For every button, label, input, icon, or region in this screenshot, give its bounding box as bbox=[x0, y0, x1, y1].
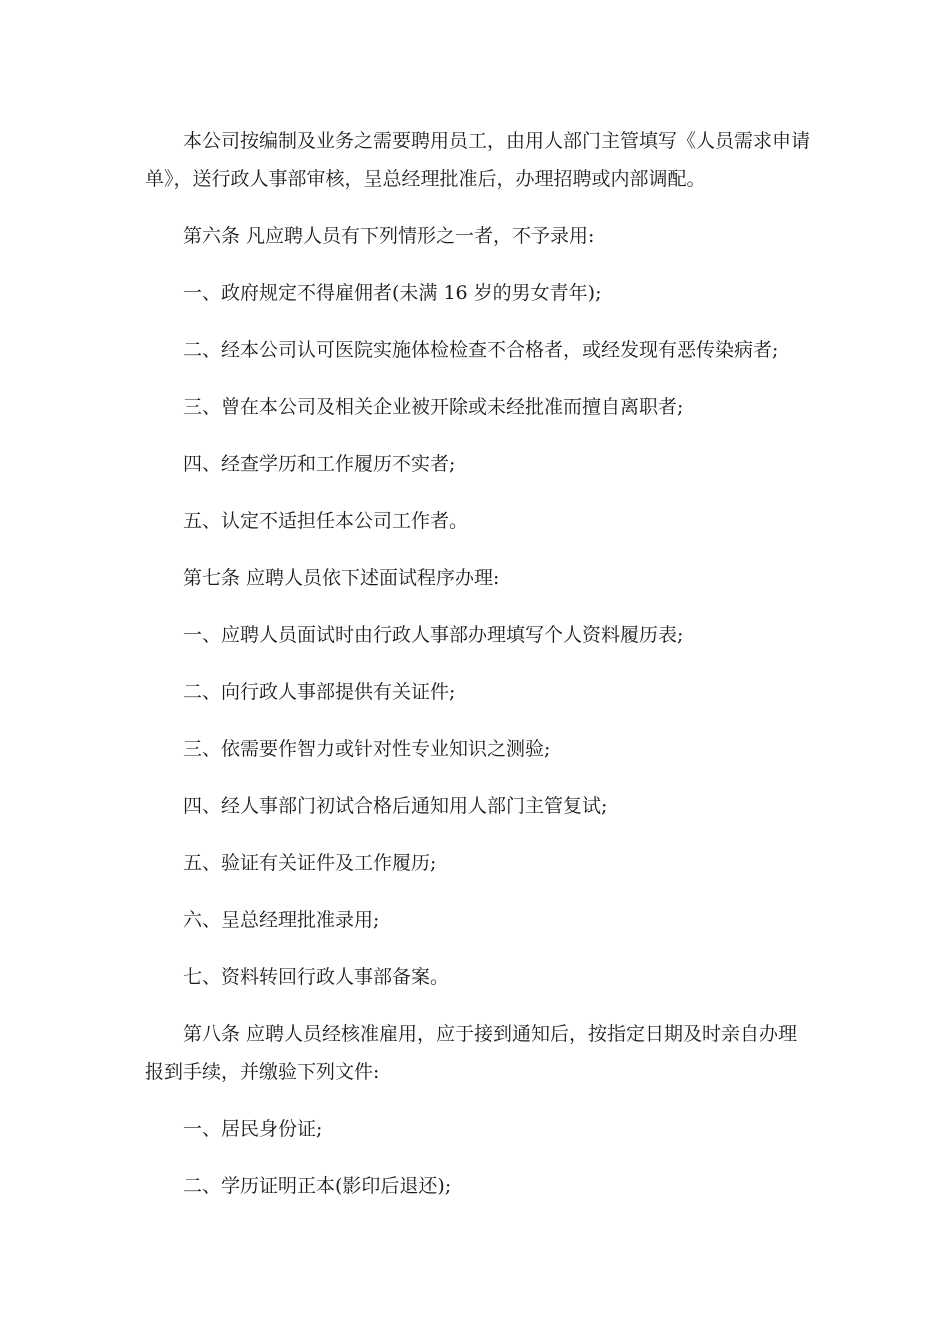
paragraph-item: 五、认定不适担任本公司工作者。 bbox=[183, 510, 469, 532]
document-body bbox=[145, 122, 810, 1224]
paragraph-item: 一、应聘人员面试时由行政人事部办理填写个人资料履历表; bbox=[183, 624, 684, 646]
paragraph-article-6: 第六条 凡应聘人员有下列情形之一者，不予录用: bbox=[183, 225, 595, 247]
paragraph-item: 二、经本公司认可医院实施体检检查不合格者，或经发现有恶传染病者; bbox=[183, 339, 779, 361]
paragraph-article-8: 第八条 应聘人员经核准雇用，应于接到通知后，按指定日期及时亲自办理报到手续，并缴验下列文件: bbox=[145, 1023, 798, 1083]
paragraph-item: 六、呈总经理批准录用; bbox=[183, 909, 380, 931]
paragraph-item: 四、经人事部门初试合格后通知用人部门主管复试; bbox=[183, 795, 608, 817]
paragraph-article-7: 第七条 应聘人员依下述面试程序办理: bbox=[183, 567, 500, 589]
paragraph-item: 五、验证有关证件及工作履历; bbox=[183, 852, 437, 874]
paragraph-item: 一、居民身份证; bbox=[183, 1118, 323, 1140]
paragraph-intro: 本公司按编制及业务之需要聘用员工，由用人部门主管填写《人员需求申请单》，送行政人事部审核，呈总经理批准后，办理招聘或内部调配。 bbox=[145, 130, 811, 190]
paragraph-item: 一、政府规定不得雇佣者(未满 16 岁的男女青年); bbox=[183, 282, 602, 304]
paragraph-item: 二、学历证明正本(影印后退还); bbox=[183, 1175, 452, 1197]
paragraph-item: 三、依需要作智力或针对性专业知识之测验; bbox=[183, 738, 551, 760]
paragraph-item: 三、曾在本公司及相关企业被开除或未经批准而擅自离职者; bbox=[183, 396, 684, 418]
paragraph-item: 四、经查学历和工作履历不实者; bbox=[183, 453, 456, 475]
paragraph-item: 二、向行政人事部提供有关证件; bbox=[183, 681, 456, 703]
paragraph-item: 七、资料转回行政人事部备案。 bbox=[183, 966, 450, 988]
